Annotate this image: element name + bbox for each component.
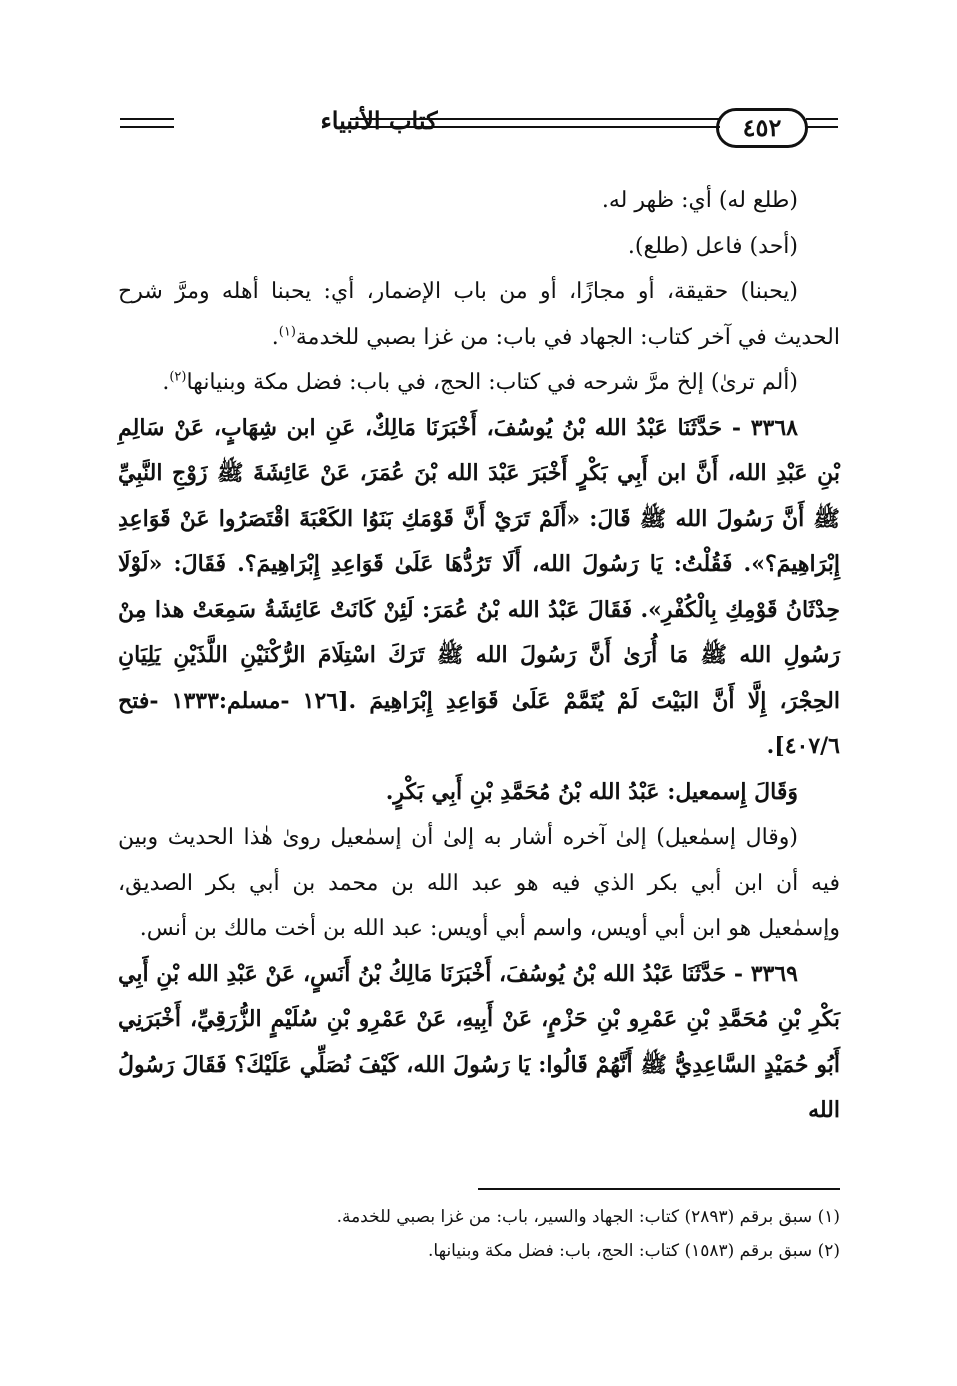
header-rule-left-bottom bbox=[120, 126, 174, 128]
commentary-paragraph: (ألم ترىٰ) إلخ مرَّ شرحه في كتاب: الحج، في باب: فضل مكة وبنيانها$^{(٢)}$. bbox=[162, 369, 798, 395]
hadith-paragraph: ٣٣٦٩ - حَدَّثَنَا عَبْدُ الله بْنُ يُوسُفَ، أَخْبَرَنَا مَالِكُ بْنُ أَنَسٍ، عَنْ عَبْدِ الله بْنِ أَبِي بَكْرِ بْنِ مُحَمَّدِ بْنِ عَمْرِو بْنِ حَزْمٍ، عَنْ أَبِيهِ، عَنْ عَمْرِو بْنِ سُلَيْمٍ الزُّرَقِيِّ، أَخْبَرَنِي أَبُو حُمَيْدٍ السَّاعِدِيُّ ﷺ أَنَّهُمْ قَالُوا: يَا رَسُولَ الله، كَيْفَ نُصَلِّي عَلَيْكَ؟ فَقَالَ رَسُولُ الله bbox=[118, 960, 840, 1123]
footnote-reference[interactable]: (١) bbox=[278, 324, 296, 340]
footnote-item: (٢) سبق برقم (١٥٨٣) كتاب: الحج، باب: فضل مكة وبنيانها. bbox=[428, 1241, 840, 1261]
header-rule-middle-bottom bbox=[350, 126, 720, 128]
commentary-paragraph: (طلع له) أي: ظهر له. bbox=[601, 188, 798, 213]
book-title: كتاب الأنبياء bbox=[320, 106, 438, 135]
footnotes bbox=[118, 1200, 840, 1268]
main-text bbox=[118, 178, 840, 1134]
commentary-paragraph: (يحبنا) حقيقة، أو مجازًا، أو من باب الإضمار، أي: يحبنا أهله ومرَّ شرح الحديث في آخر كتاب: الجهاد في باب: من غزا بصبي للخدمة$^{(١)}$. bbox=[118, 279, 840, 350]
header-rule-right-bottom bbox=[806, 126, 838, 128]
footnote-reference[interactable]: (٢) bbox=[169, 369, 187, 385]
header-rule-middle-top bbox=[350, 118, 720, 120]
footnote-item: (١) سبق برقم (٢٨٩٣) كتاب: الجهاد والسير، باب: من غزا بصبي للخدمة. bbox=[336, 1207, 840, 1227]
hadith-paragraph: ٣٣٦٨ - حَدَّثَنَا عَبْدُ الله بْنُ يُوسُفَ، أَخْبَرَنَا مَالِكٌ، عَنِ ابن شِهَابٍ، عَنْ سَالِمِ بْنِ عَبْدِ الله، أَنَّ ابن أَبِي بَكْرٍ أَخْبَرَ عَبْدَ الله بْنَ عُمَرَ، عَنْ عَائِشَةَ ﷺ زَوْجِ النَّبِيِّ ﷺ أَنَّ رَسُولَ الله ﷺ قَالَ: «أَلَمْ تَرَيْ أَنَّ قَوْمَكِ بَنَوُا الكَعْبَةَ اقْتَصَرُوا عَنْ قَوَاعِدِ إِبْرَاهِيمَ؟». فَقُلْتُ: يَا رَسُولَ الله، أَلَا تَرُدُّهَا عَلَىٰ قَوَاعِدِ إِبْرَاهِيمَ؟. فَقَالَ: «لَوْلَا حِدْثَانُ قَوْمِكِ بِالْكُفْرِ». فَقَالَ عَبْدُ الله بْنُ عُمَرَ: لَئِنْ كَانَتْ عَائِشَةُ سَمِعَتْ هذا مِنْ رَسُولِ الله ﷺ مَا أُرَىٰ أَنَّ رَسُولَ الله ﷺ تَرَكَ اسْتِلَامَ الرُّكْنَيْنِ اللَّذَيْنِ يَلِيَانِ الحِجْرَ، إِلَّا أَنَّ البَيْتَ لَمْ يُتَمَّمْ عَلَىٰ قَوَاعِدِ إِبْرَاهِيمَ .[١٢٦ -مسلم:١٣٣٣ -فتح ٤٠٧/٦]. bbox=[118, 414, 840, 759]
commentary-paragraph: (وقال إسمٰعيل) إلىٰ آخره أشار به إلىٰ أن إسمٰعيل روىٰ هٰذا الحديث وبين فيه أن ابن أبي بكر الذي فيه هو عبد الله بن محمد بن أبي بكر الصديق، وإسمٰعيل هو ابن أبي أويس، واسم أبي أويس: عبد الله بن أخت مالك بن أنس. bbox=[118, 825, 840, 941]
commentary-paragraph: (أحد) فاعل (طلع). bbox=[627, 233, 798, 259]
footnote-separator bbox=[478, 1188, 840, 1190]
header-rule-right-top bbox=[806, 118, 838, 120]
page-number: ٤٥٢ bbox=[716, 108, 808, 148]
hadith-paragraph: وَقَالَ إِسمعيل: عَبْدُ الله بْنُ مُحَمَّدِ بْنِ أَبِي بَكْرٍ. bbox=[385, 778, 798, 805]
running-header bbox=[118, 98, 838, 158]
header-rule-left-top bbox=[120, 118, 174, 120]
